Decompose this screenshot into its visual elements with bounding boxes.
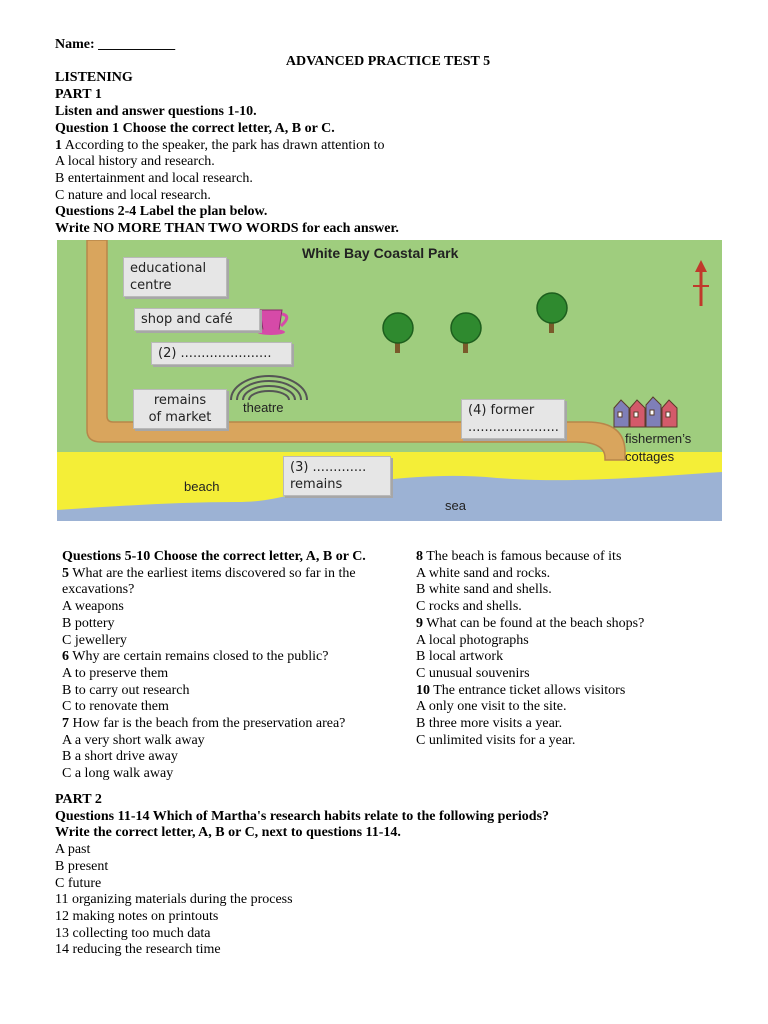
part-1-instruction: Listen and answer questions 1-10. xyxy=(55,104,257,119)
q9-stem: 9 What can be found at the beach shops? xyxy=(416,615,645,631)
part2-option-a: A past xyxy=(55,842,91,858)
q9-option-c: C unusual souvenirs xyxy=(416,665,530,681)
map-title: White Bay Coastal Park xyxy=(302,245,459,261)
q2-4-heading: Questions 2-4 Label the plan below. xyxy=(55,204,268,219)
q6-option-a: A to preserve them xyxy=(62,665,169,681)
q9-option-b: B local artwork xyxy=(416,649,504,665)
q14-item: 14 reducing the research time xyxy=(55,942,221,958)
q2-4-instruction: Write NO MORE THAN TWO WORDS for each answer. xyxy=(55,221,399,236)
q10-stem: 10 The entrance ticket allows visitors xyxy=(416,682,626,698)
q5-option-c: C jewellery xyxy=(62,632,127,648)
q1-option-c: C nature and local research. xyxy=(55,188,211,203)
q1-stem: 1 According to the speaker, the park has drawn attention to xyxy=(55,138,385,153)
q8-option-b: B white sand and shells. xyxy=(416,582,552,598)
q7-stem: 7 How far is the beach from the preservation area? xyxy=(62,716,346,732)
q5-stem-cont: excavations? xyxy=(62,582,135,598)
label-q2-answer: (2) ...................... xyxy=(151,342,292,365)
q8-stem: 8 The beach is famous because of its xyxy=(416,549,622,564)
q5-10-right-column xyxy=(416,549,644,749)
test-title: ADVANCED PRACTICE TEST 5 xyxy=(285,54,491,69)
q5-stem: 5 What are the earliest items discovered so far in the xyxy=(62,565,356,581)
q11-14-heading: Questions 11-14 Which of Martha's research habits relate to the following periods? xyxy=(55,808,550,824)
label-sea: sea xyxy=(445,498,466,513)
q7-option-b: B a short drive away xyxy=(62,749,178,765)
q11-14-instruction: Write the correct letter, A, B or C, next to questions 11-14. xyxy=(55,825,401,841)
part2-option-c: C future xyxy=(55,875,102,891)
q10-option-c: C unlimited visits for a year. xyxy=(416,732,576,748)
q6-option-c: C to renovate them xyxy=(62,699,169,715)
label-beach: beach xyxy=(184,479,220,494)
label-remains-of-market: remains of market xyxy=(133,389,227,429)
q8-option-a: A white sand and rocks. xyxy=(416,565,551,581)
label-educational-centre: educational centre xyxy=(123,257,227,297)
name-line: Name: ___________ xyxy=(55,37,176,52)
park-plan-map xyxy=(57,240,722,521)
label-fishermens-cottages: fishermen’s cottages xyxy=(625,431,692,464)
section-heading: LISTENING xyxy=(55,70,133,85)
q7-option-a: A a very short walk away xyxy=(62,732,205,748)
q6-stem: 6 Why are certain remains closed to the public? xyxy=(62,649,329,665)
part-1-heading: PART 1 xyxy=(55,87,102,102)
q12-item: 12 making notes on printouts xyxy=(55,908,219,924)
label-theatre: theatre xyxy=(243,400,284,415)
q1-heading: Question 1 Choose the correct letter, A, B or C. xyxy=(55,121,335,136)
q5-option-a: A weapons xyxy=(62,599,124,615)
q13-item: 13 collecting too much data xyxy=(55,925,211,941)
label-q3-remains: (3) ............. remains xyxy=(283,456,391,496)
label-q4-former: (4) former ...................... xyxy=(461,399,565,439)
part2-option-b: B present xyxy=(55,858,109,874)
q10-option-b: B three more visits a year. xyxy=(416,716,563,732)
q1-option-b: B entertainment and local research. xyxy=(55,171,253,186)
label-shop-and-cafe: shop and café xyxy=(134,308,260,331)
part-2-heading: PART 2 xyxy=(55,792,102,807)
q10-option-a: A only one visit to the site. xyxy=(416,699,567,715)
q7-option-c: C a long walk away xyxy=(62,766,174,782)
q11-item: 11 organizing materials during the process xyxy=(55,892,293,908)
q9-option-a: A local photographs xyxy=(416,632,529,648)
q5-option-b: B pottery xyxy=(62,615,115,631)
q5-10-left-column xyxy=(62,549,366,783)
q1-option-a: A local history and research. xyxy=(55,154,215,169)
q5-10-heading: Questions 5-10 Choose the correct letter, A, B or C. xyxy=(62,549,366,564)
q6-option-b: B to carry out research xyxy=(62,682,190,698)
part-2-section xyxy=(55,792,549,959)
q8-option-c: C rocks and shells. xyxy=(416,599,522,615)
